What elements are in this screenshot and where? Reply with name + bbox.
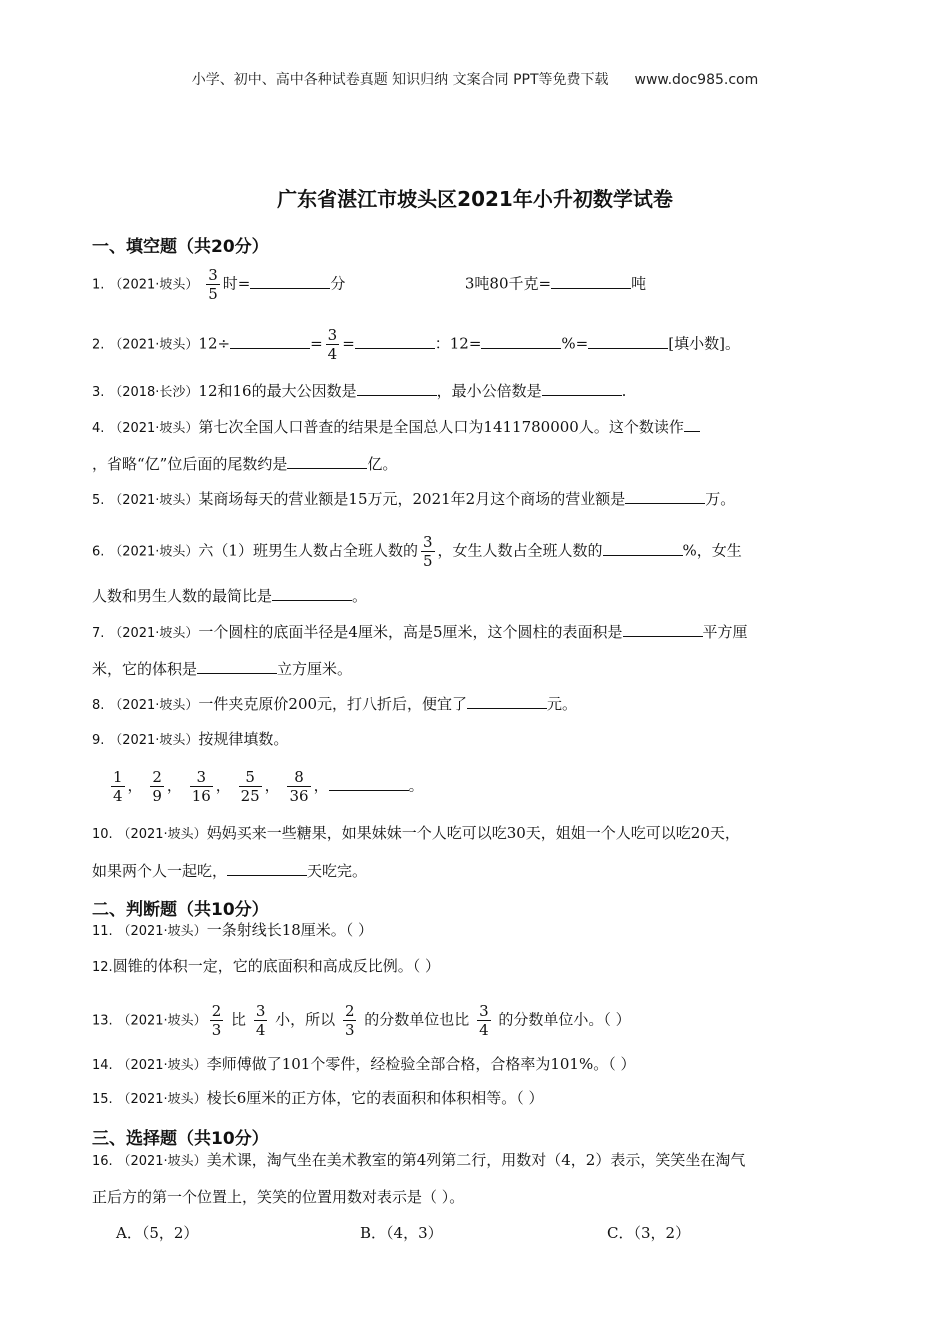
question-10-cont xyxy=(92,860,862,881)
page-title: 广东省湛江市坡头区2021年小升初数学试卷 xyxy=(277,187,673,211)
question-text: 元。 xyxy=(547,695,578,713)
answer-blank[interactable] xyxy=(250,273,330,289)
question-text: 比 xyxy=(231,1010,247,1029)
fraction: $\frac{3}{4}$ xyxy=(479,1002,489,1039)
question-text: [填小数]。 xyxy=(668,334,740,353)
question-text: 3吨80千克= xyxy=(464,274,552,293)
question-text: 。 xyxy=(352,587,368,605)
question-text: = xyxy=(310,334,323,353)
question-text: 正后方的第一个位置上，笑笑的位置用数对表示是（ ）。 xyxy=(92,1188,465,1206)
question-2 xyxy=(92,326,862,363)
question-4-cont xyxy=(92,453,862,474)
question-number: 6. xyxy=(92,544,105,560)
question-text: 小，所以 xyxy=(275,1010,336,1029)
question-16-cont xyxy=(92,1187,862,1207)
question-text: 天吃完。 xyxy=(307,862,368,880)
answer-blank[interactable] xyxy=(684,416,700,432)
question-number: 14. xyxy=(92,1058,113,1073)
sequence-fraction: $\frac{3}{16}$ xyxy=(191,768,211,805)
question-text: 棱长6厘米的正方体，它的表面积和体积相等。（ ） xyxy=(206,1089,544,1107)
question-text: 米，它的体积是 xyxy=(92,660,198,678)
answer-blank[interactable] xyxy=(542,380,622,396)
answer-blank[interactable] xyxy=(230,333,310,349)
question-source: （2021·坡头） xyxy=(109,277,199,293)
question-text: 吨 xyxy=(631,274,647,293)
sequence-fraction: $\frac{5}{25}$ xyxy=(240,768,260,805)
question-source: （2021·坡头） xyxy=(109,733,199,748)
question-text: 万。 xyxy=(705,490,736,508)
question-source: （2021·坡头） xyxy=(117,827,207,842)
question-text: ：12= xyxy=(434,334,482,353)
question-text: . xyxy=(621,382,627,400)
question-source: （2018·长沙） xyxy=(109,385,199,400)
question-text: = xyxy=(342,334,355,353)
question-source: （2021·坡头） xyxy=(109,544,199,560)
question-source: （2021·坡头） xyxy=(109,698,199,713)
question-3 xyxy=(92,380,862,403)
question-number: 16. xyxy=(92,1154,113,1169)
answer-blank[interactable] xyxy=(287,453,367,469)
question-9 xyxy=(92,729,862,751)
question-number: 11. xyxy=(92,924,113,939)
sequence-fraction: $\frac{8}{36}$ xyxy=(289,768,309,805)
question-source: （2021·坡头） xyxy=(117,1013,207,1029)
question-6 xyxy=(92,533,862,570)
question-text: 六（1）班男生人数占全班人数的 xyxy=(198,541,418,560)
question-1 xyxy=(92,266,862,303)
question-number: 15. xyxy=(92,1092,113,1107)
fraction: $\frac{2}{3}$ xyxy=(211,1002,222,1039)
section-heading-choice: 三、选择题（共10分） xyxy=(92,1129,269,1149)
question-9-sequence: $\frac{1}{4}$ ， $\frac{2}{9}$ ， $\frac{3}{16}$ ， $\frac{5}{25}$ ， $\frac{8}{36}$ ， 。 xyxy=(113,768,424,805)
question-text: 圆锥的体积一定，它的底面积和高成反比例。（ ） xyxy=(112,957,440,975)
sequence-fraction: $\frac{1}{4}$ xyxy=(113,768,123,805)
question-text: ，女生人数占全班人数的 xyxy=(437,541,603,560)
fraction: $\frac{3}{4}$ xyxy=(327,326,338,363)
section-heading-fill-blank: 一、填空题（共20分） xyxy=(92,237,269,257)
question-number: 1. xyxy=(92,277,105,293)
question-text: 美术课，淘气坐在美术教室的第4列第二行，用数对（4，2）表示，笑笑坐在淘气 xyxy=(206,1151,746,1169)
question-text: 李师傅做了101个零件，经检验全部合格，合格率为101%。（ ） xyxy=(206,1055,636,1073)
question-text: 平方厘 xyxy=(702,623,748,641)
question-number: 7. xyxy=(92,626,105,641)
header-url[interactable]: www.doc985.com xyxy=(634,72,759,88)
question-source: （2021·坡头） xyxy=(117,1154,207,1169)
answer-blank[interactable] xyxy=(588,333,668,349)
question-text: 亿。 xyxy=(367,455,398,473)
question-text: 一件夹克原价200元，打八折后，便宜了 xyxy=(198,695,468,713)
question-text: 按规律填数。 xyxy=(198,730,289,748)
question-text: 12÷ xyxy=(198,334,231,353)
question-number: 12. xyxy=(92,960,113,975)
question-source: （2021·坡头） xyxy=(109,493,199,508)
question-text: 妈妈买来一些糖果，如果妹妹一个人吃可以吃30天，姐姐一个人吃可以吃20天， xyxy=(206,824,740,842)
question-text: 立方厘米。 xyxy=(277,660,353,678)
answer-blank[interactable] xyxy=(357,380,437,396)
question-text: 一条射线长18厘米。（ ） xyxy=(206,921,374,939)
answer-blank[interactable] xyxy=(551,273,631,289)
option-a[interactable]: A．（5，2） xyxy=(116,1224,199,1242)
question-14 xyxy=(92,1054,862,1076)
question-number: 9. xyxy=(92,733,105,748)
question-text: 如果两个人一起吃， xyxy=(92,862,228,880)
section-heading-judgement: 二、判断题（共10分） xyxy=(92,900,269,920)
question-15 xyxy=(92,1088,862,1110)
question-text: 时= xyxy=(222,274,251,293)
question-source: （2021·坡头） xyxy=(117,1092,207,1107)
question-text: 的分数单位小。（ ） xyxy=(498,1010,631,1029)
fraction: $\frac{3}{5}$ xyxy=(208,266,218,303)
question-text: 一个圆柱的底面半径是4厘米，高是5厘米，这个圆柱的表面积是 xyxy=(198,623,623,641)
question-12 xyxy=(92,956,862,978)
question-number: 4. xyxy=(92,421,105,436)
question-5 xyxy=(92,488,862,511)
fraction: $\frac{3}{5}$ xyxy=(422,533,433,570)
option-c[interactable]: C．（3，2） xyxy=(607,1224,691,1242)
question-number: 2. xyxy=(92,337,105,353)
question-source: （2021·坡头） xyxy=(109,626,199,641)
question-text: 12和16的最大公因数是 xyxy=(198,382,357,400)
fraction: $\frac{2}{3}$ xyxy=(344,1002,355,1039)
page-header xyxy=(0,69,950,89)
option-b[interactable]: B．（4，3） xyxy=(360,1224,443,1242)
question-text: 分 xyxy=(330,274,346,293)
question-text: 的分数单位也比 xyxy=(364,1010,470,1029)
question-13 xyxy=(92,1002,862,1039)
question-10 xyxy=(92,823,862,845)
answer-blank[interactable] xyxy=(197,658,277,674)
answer-blank[interactable] xyxy=(329,775,409,791)
question-text: %= xyxy=(561,334,589,353)
answer-blank[interactable] xyxy=(355,333,435,349)
question-11 xyxy=(92,920,862,942)
fraction: $\frac{3}{4}$ xyxy=(255,1002,266,1039)
answer-blank[interactable] xyxy=(625,488,705,504)
question-16 xyxy=(92,1150,862,1172)
question-number: 13. xyxy=(92,1013,113,1029)
header-banner: 小学、初中、高中各种试卷真题 知识归纳 文案合同 PPT等免费下载 xyxy=(191,72,609,88)
question-number: 3. xyxy=(92,385,105,400)
question-text: %，女生 xyxy=(682,541,742,560)
question-text: 人数和男生人数的最简比是 xyxy=(92,587,273,605)
question-7-cont xyxy=(92,658,862,679)
answer-blank[interactable] xyxy=(481,333,561,349)
question-number: 10. xyxy=(92,827,113,842)
answer-blank[interactable] xyxy=(227,860,307,876)
question-text: ，省略“亿”位后面的尾数约是 xyxy=(92,455,288,473)
question-text: 某商场每天的营业额是15万元，2021年2月这个商场的营业额是 xyxy=(198,490,626,508)
answer-blank[interactable] xyxy=(467,693,547,709)
answer-blank[interactable] xyxy=(603,540,683,556)
answer-blank[interactable] xyxy=(623,621,703,637)
question-source: （2021·坡头） xyxy=(109,337,199,353)
question-number: 5. xyxy=(92,493,105,508)
question-7 xyxy=(92,621,862,644)
sequence-fraction: $\frac{2}{9}$ xyxy=(152,768,162,805)
question-text: 第七次全国人口普查的结果是全国总人口为1411780000人。这个数读作 xyxy=(198,418,684,436)
answer-blank[interactable] xyxy=(272,585,352,601)
question-4 xyxy=(92,416,862,439)
question-6-cont xyxy=(92,585,862,606)
question-8 xyxy=(92,693,862,716)
question-source: （2021·坡头） xyxy=(117,1058,207,1073)
question-text: ，最小公倍数是 xyxy=(436,382,542,400)
question-number: 8. xyxy=(92,698,105,713)
question-source: （2021·坡头） xyxy=(109,421,199,436)
question-source: （2021·坡头） xyxy=(117,924,207,939)
